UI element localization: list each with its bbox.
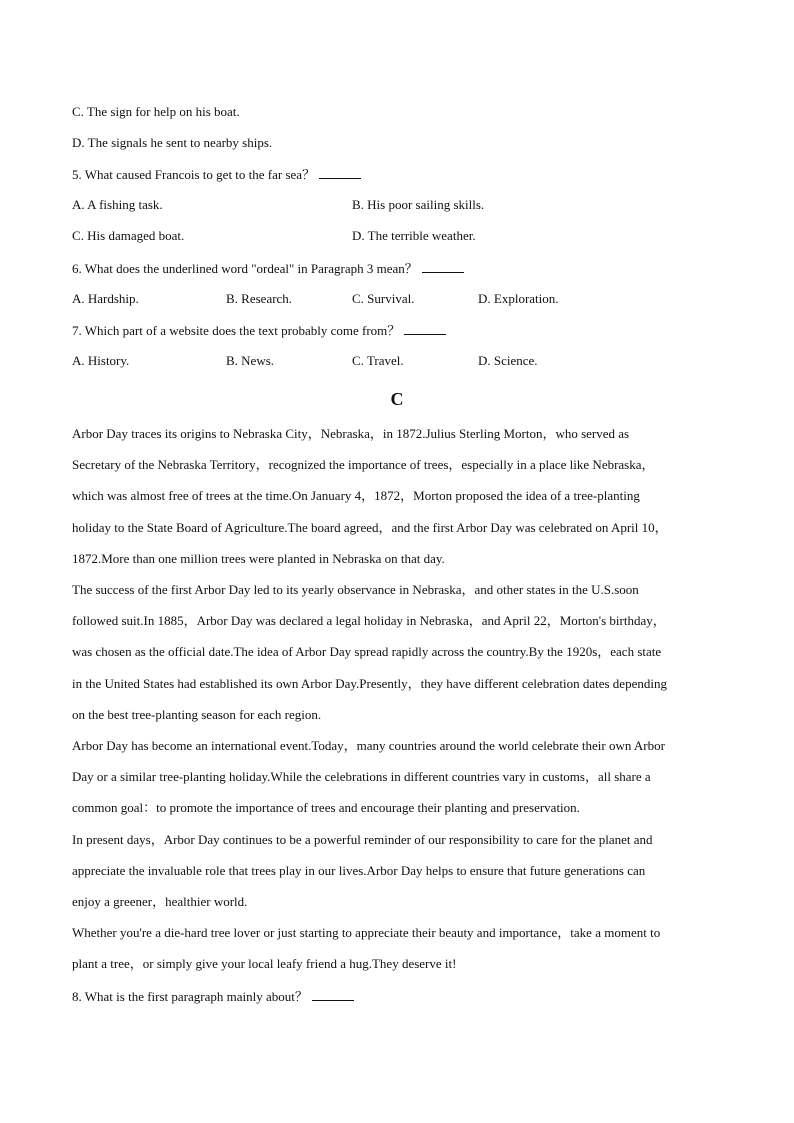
passage-line: on the best tree-planting season for each region. xyxy=(72,706,322,722)
passage-line: Arbor Day has become an international event.Today，many countries around the world celebrate their own Arbor xyxy=(72,738,665,753)
passage-line: common goal：to promote the importance of trees and encourage their planting and preservation. xyxy=(72,800,580,816)
passage-line: enjoy a greener，healthier world. xyxy=(72,894,248,910)
q5-option-c: C. His damaged boat. xyxy=(72,228,185,243)
passage-line: In present days，Arbor Day continues to be a powerful reminder of our responsibility to care for the planet and xyxy=(72,832,653,847)
passage-line: The success of the first Arbor Day led to its yearly observance in Nebraska，and other states in the U.S.soon xyxy=(72,582,639,597)
q7-stem: 7. Which part of a website does the text probably come from？ xyxy=(72,322,446,339)
passage-line: appreciate the invaluable role that trees play in our lives.Arbor Day helps to ensure that future generations can xyxy=(72,863,646,879)
passage-line: Whether you're a die-hard tree lover or just starting to appreciate their beauty and importance，take a moment to xyxy=(72,925,661,940)
q7-option-b: B. News. xyxy=(226,353,275,368)
passage-line: Day or a similar tree-planting holiday.While the celebrations in different countries vary in customs，all share a xyxy=(72,769,651,785)
passage-line: holiday to the State Board of Agriculture.The board agreed，and the first Arbor Day was celebrated on April 10， xyxy=(72,519,668,535)
answer-blank xyxy=(312,988,354,1001)
q4-option-d: D. The signals he sent to nearby ships. xyxy=(72,135,273,150)
passage-line: followed suit.In 1885，Arbor Day was declared a legal holiday in Nebraska，and April 22，Morton's birthday， xyxy=(72,613,666,629)
q5-option-a: A. A fishing task. xyxy=(72,197,163,212)
passage-paragraph-1 xyxy=(72,418,722,574)
q8-stem: 8. What is the first paragraph mainly about？ xyxy=(72,988,354,1005)
q6-option-a: A. Hardship. xyxy=(72,291,139,306)
answer-blank xyxy=(319,166,361,179)
q4-option-c: C. The sign for help on his boat. xyxy=(72,104,240,119)
passage-line: in the United States had established its own Arbor Day.Presently，they have different celebration dates depending xyxy=(72,675,667,691)
q7-option-a: A. History. xyxy=(72,353,130,368)
passage-line: was chosen as the official date.The idea of Arbor Day spread rapidly across the country.By the 1920s，each state xyxy=(72,644,662,660)
answer-blank xyxy=(422,260,464,273)
q7-option-d: D. Science. xyxy=(478,353,538,368)
section-title: C xyxy=(390,389,404,409)
q6-option-c: C. Survival. xyxy=(352,291,415,306)
passage-line: plant a tree，or simply give your local leafy friend a hug.They deserve it! xyxy=(72,956,457,972)
passage-line: which was almost free of trees at the time.On January 4，1872，Morton proposed the idea of a tree-planting xyxy=(72,488,640,504)
q5-option-d: D. The terrible weather. xyxy=(352,228,476,243)
q5-stem: 5. What caused Francois to get to the far sea？ xyxy=(72,166,361,183)
q7-option-c: C. Travel. xyxy=(352,353,404,368)
passage-line: Secretary of the Nebraska Territory，recognized the importance of trees，especially in a place like Nebraska， xyxy=(72,457,655,473)
answer-blank xyxy=(404,322,446,335)
q5-option-b: B. His poor sailing skills. xyxy=(352,197,485,212)
passage-line: 1872.More than one million trees were planted in Nebraska on that day. xyxy=(72,550,445,566)
passage-line: Arbor Day traces its origins to Nebraska City，Nebraska，in 1872.Julius Sterling Morton，who served as xyxy=(72,426,630,441)
q6-stem: 6. What does the underlined word "ordeal" in Paragraph 3 mean？ xyxy=(72,260,464,277)
passage-paragraph-4 xyxy=(72,824,722,918)
passage-paragraph-5 xyxy=(72,917,722,979)
passage-paragraph-3 xyxy=(72,730,722,824)
q6-option-b: B. Research. xyxy=(226,291,293,306)
q6-option-d: D. Exploration. xyxy=(478,291,559,306)
passage-paragraph-2 xyxy=(72,574,722,730)
